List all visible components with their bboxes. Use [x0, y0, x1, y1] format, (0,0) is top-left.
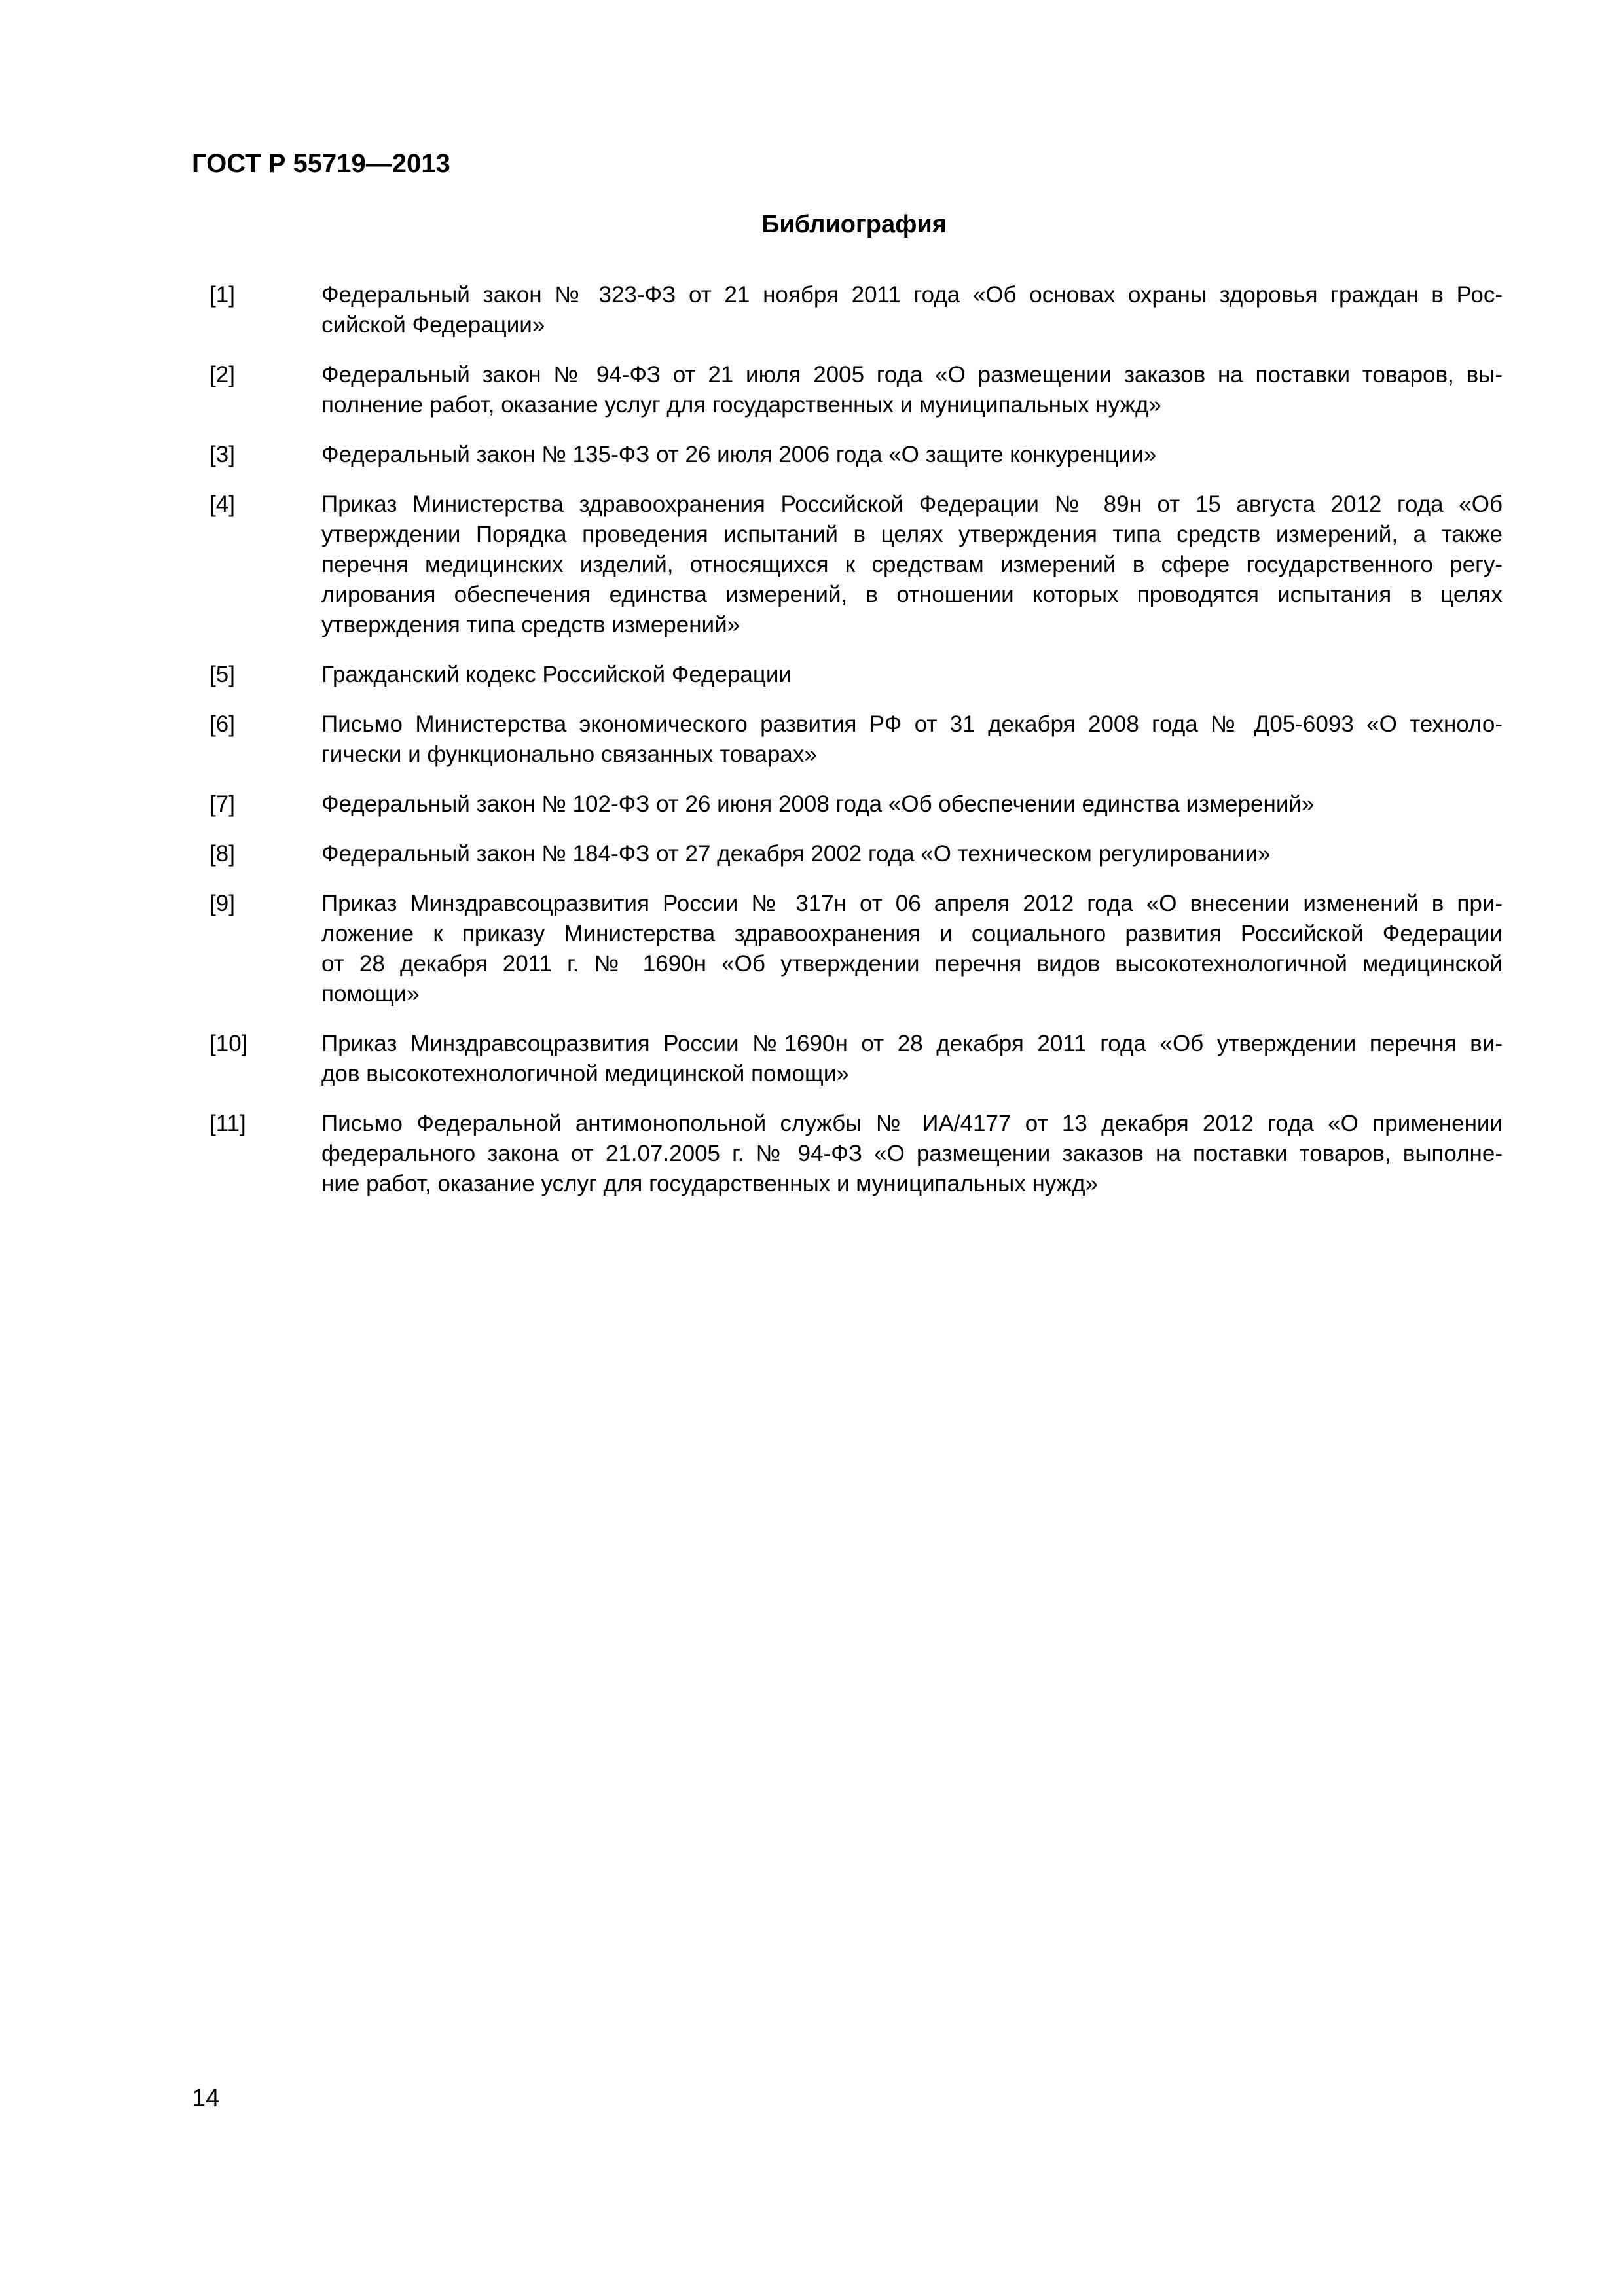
- entry-number: [1]: [210, 282, 235, 308]
- entry-text: [321, 1029, 1503, 1089]
- entry-line: федерального закона от 21.07.2005 г. № 94-ФЗ «О размещении заказов на поставки товаров, выполне-: [321, 1141, 1503, 1166]
- entry-line: утверждении Порядка проведения испытаний в целях утверждения типа средств измерений, а также: [321, 522, 1503, 547]
- entry-text: [321, 839, 1503, 869]
- bibliography-entry: [210, 490, 1503, 640]
- entry-line: Письмо Федеральной антимонопольной службы № ИА/4177 от 13 декабря 2012 года «О применении: [321, 1111, 1503, 1136]
- entry-line: перечня медицинских изделий, относящихся к средствам измерений в сфере государственного регу-: [321, 552, 1503, 577]
- entry-number: [2]: [210, 362, 235, 387]
- bibliography-entry: [210, 709, 1503, 770]
- entry-line: Федеральный закон № 184-ФЗ от 27 декабря 2002 года «О техническом регулировании»: [321, 841, 1271, 867]
- page-number: 14: [192, 2085, 220, 2112]
- entry-number: [9]: [210, 891, 235, 916]
- entry-line: Федеральный закон № 323-ФЗ от 21 ноября 2011 года «Об основах охраны здоровья граждан в Рос-: [321, 282, 1503, 308]
- entry-line: Письмо Министерства экономического развития РФ от 31 декабря 2008 года № Д05-6093 «О техноло-: [321, 711, 1503, 737]
- entry-text: [321, 490, 1503, 640]
- bibliography-entry: [210, 660, 1503, 690]
- entry-number: [11]: [210, 1111, 246, 1136]
- entry-line: помощи»: [321, 981, 420, 1007]
- entry-line: полнение работ, оказание услуг для государственных и муниципальных нужд»: [321, 392, 1161, 418]
- bibliography-entry: [210, 360, 1503, 420]
- entry-line: Приказ Минздравсоцразвития России №1690н от 28 декабря 2011 года «Об утверждении перечня ви-: [321, 1031, 1503, 1056]
- entry-text: [321, 660, 1503, 690]
- entry-number: [10]: [210, 1031, 248, 1056]
- entry-text: [321, 280, 1503, 340]
- bibliography-entry: [210, 839, 1503, 869]
- entry-line: дов высокотехнологичной медицинской помощи»: [321, 1061, 849, 1086]
- entry-line: Приказ Минздравсоцразвития России № 317н от 06 апреля 2012 года «О внесении изменений в при-: [321, 891, 1503, 916]
- entry-text: [321, 889, 1503, 1009]
- bibliography-entry: [210, 1109, 1503, 1199]
- entry-number: [8]: [210, 841, 235, 867]
- entry-text: [321, 360, 1503, 420]
- entry-number: [4]: [210, 492, 235, 517]
- bibliography-list: [210, 280, 1503, 1219]
- entry-line: лирования обеспечения единства измерений, в отношении которых проводятся испытания в целях: [321, 582, 1503, 607]
- entry-text: [321, 709, 1503, 770]
- entry-line: утверждения типа средств измерений»: [321, 612, 740, 637]
- bibliography-entry: [210, 1029, 1503, 1089]
- entry-number: [3]: [210, 442, 235, 467]
- entry-line: Гражданский кодекс Российской Федерации: [321, 662, 792, 687]
- entry-line: гически и функционально связанных товарах»: [321, 742, 817, 767]
- entry-number: [5]: [210, 662, 235, 687]
- bibliography-entry: [210, 889, 1503, 1009]
- entry-line: от 28 декабря 2011 г. № 1690н «Об утверждении перечня видов высокотехнологичной медицинской: [321, 951, 1503, 977]
- entry-line: Федеральный закон № 102-ФЗ от 26 июня 2008 года «Об обеспечении единства измерений»: [321, 791, 1315, 817]
- bibliography-entry: [210, 789, 1503, 819]
- bibliography-entry: [210, 280, 1503, 340]
- entry-text: [321, 1109, 1503, 1199]
- entry-number: [7]: [210, 791, 235, 817]
- entry-number: [6]: [210, 711, 235, 737]
- entry-line: Приказ Министерства здравоохранения Российской Федерации № 89н от 15 августа 2012 года «Об: [321, 492, 1503, 517]
- bibliography-entry: [210, 440, 1503, 470]
- entry-line: ложение к приказу Министерства здравоохранения и социального развития Российской Федерации: [321, 921, 1503, 946]
- section-title: Библиография: [761, 211, 947, 238]
- document-header: ГОСТ Р 55719—2013: [192, 149, 450, 178]
- entry-line: Федеральный закон № 135-ФЗ от 26 июля 2006 года «О защите конкуренции»: [321, 442, 1157, 467]
- entry-line: Федеральный закон № 94-ФЗ от 21 июля 2005 года «О размещении заказов на поставки товаров, вы-: [321, 362, 1503, 387]
- entry-text: [321, 440, 1503, 470]
- entry-line: сийской Федерации»: [321, 312, 545, 338]
- entry-text: [321, 789, 1503, 819]
- entry-line: ние работ, оказание услуг для государственных и муниципальных нужд»: [321, 1171, 1098, 1196]
